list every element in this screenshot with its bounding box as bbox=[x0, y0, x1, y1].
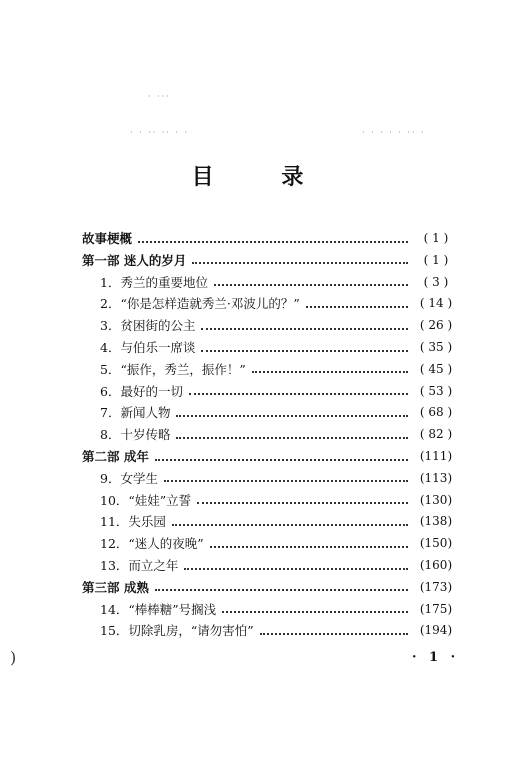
toc-entry-title: 9．女学生 bbox=[100, 470, 158, 486]
toc-dot-leader bbox=[155, 458, 408, 461]
toc-chapter-entry bbox=[100, 533, 462, 553]
toc-entry-page: (173) bbox=[419, 579, 453, 594]
toc-entry-page: ( 53 ) bbox=[419, 383, 453, 398]
toc-entry-title: 6．最好的一切 bbox=[100, 383, 183, 399]
toc-part-entry bbox=[82, 250, 462, 270]
toc-entry-title: 2．“你是怎样造就秀兰·邓波儿的？” bbox=[100, 296, 300, 312]
toc-entry-title: 第三部 成熟 bbox=[82, 579, 149, 595]
toc-dot-leader bbox=[222, 610, 408, 613]
toc-entry-page: ( 1 ) bbox=[423, 231, 449, 245]
toc-entry-title: 15．切除乳房，“请勿害怕” bbox=[100, 623, 254, 639]
toc-chapter-entry bbox=[100, 315, 462, 335]
scan-speck: · ··· bbox=[148, 92, 171, 101]
toc-dot-leader bbox=[210, 545, 408, 548]
toc-dot-leader bbox=[252, 370, 408, 373]
toc-dot-leader bbox=[164, 479, 408, 482]
toc-part-entry bbox=[82, 446, 462, 466]
toc-part-entry bbox=[82, 577, 462, 597]
toc-entry-title: 14．“棒棒糖”号搁浅 bbox=[100, 601, 217, 617]
toc-chapter-entry bbox=[100, 511, 462, 531]
toc-entry-page: ( 68 ) bbox=[419, 405, 453, 420]
toc-dot-leader bbox=[197, 501, 408, 504]
toc-entry-title: 故事梗概 bbox=[82, 231, 133, 246]
toc-entry-title: 10．“娃娃”立誓 bbox=[100, 492, 192, 508]
toc-dot-leader bbox=[172, 523, 408, 526]
toc-entry-page: (150) bbox=[419, 536, 453, 551]
scan-speck: · · · · · ·· · bbox=[362, 128, 426, 137]
toc-dot-leader bbox=[184, 567, 408, 570]
scan-speck: · · ·· ·· · · bbox=[130, 128, 190, 137]
toc-entry-page: (194) bbox=[419, 623, 453, 638]
toc-chapter-entry bbox=[100, 490, 462, 510]
toc-entry-title: 13．而立之年 bbox=[100, 558, 179, 573]
toc-entry-title: 5．“振作，秀兰，振作！” bbox=[100, 361, 246, 377]
toc-chapter-entry bbox=[100, 293, 462, 313]
page-title: 目 录 bbox=[191, 164, 334, 190]
toc-entry-title: 8．十岁传略 bbox=[100, 427, 171, 443]
toc-chapter-entry bbox=[100, 424, 462, 444]
toc-entry-title: 第二部 成年 bbox=[82, 449, 149, 464]
toc-entry-title: 4．与伯乐一席谈 bbox=[100, 340, 196, 355]
toc-entry-title: 3．贫困街的公主 bbox=[100, 318, 196, 334]
toc-entry-title: 1．秀兰的重要地位 bbox=[100, 274, 208, 290]
toc-dot-leader bbox=[176, 414, 408, 417]
toc-entry-page: (111) bbox=[419, 449, 453, 463]
page-number: · 1 · bbox=[412, 650, 460, 665]
toc-entry-page: ( 82 ) bbox=[419, 427, 453, 442]
toc-entry-page: (160) bbox=[419, 558, 453, 572]
toc-entry-title: 12．“迷人的夜晚” bbox=[100, 536, 204, 552]
margin-mark: ) bbox=[10, 648, 17, 667]
toc-dot-leader bbox=[306, 305, 408, 308]
toc-entry-page: ( 26 ) bbox=[419, 318, 453, 333]
toc-dot-leader bbox=[155, 588, 408, 591]
toc-entry-page: (130) bbox=[419, 492, 453, 507]
toc-chapter-entry bbox=[100, 468, 462, 488]
toc-dot-leader bbox=[214, 283, 408, 286]
toc-part-entry bbox=[82, 228, 462, 248]
toc-dot-leader bbox=[176, 436, 408, 439]
toc-entry-page: (113) bbox=[419, 470, 453, 485]
toc-chapter-entry bbox=[100, 359, 462, 379]
toc-dot-leader bbox=[260, 632, 408, 635]
toc-dot-leader bbox=[138, 240, 408, 243]
toc-chapter-entry bbox=[100, 620, 462, 640]
toc-chapter-entry bbox=[100, 272, 462, 292]
toc-chapter-entry bbox=[100, 381, 462, 401]
toc-dot-leader bbox=[189, 392, 408, 395]
toc-dot-leader bbox=[201, 327, 408, 330]
toc-entry-page: (175) bbox=[419, 601, 453, 616]
toc-chapter-entry bbox=[100, 599, 462, 619]
toc-entry-page: ( 35 ) bbox=[419, 340, 453, 354]
toc-entry-page: ( 3 ) bbox=[423, 274, 449, 289]
toc-entry-page: ( 45 ) bbox=[419, 361, 453, 376]
toc-dot-leader bbox=[201, 349, 408, 352]
toc-entry-page: ( 14 ) bbox=[419, 296, 453, 311]
toc-entry-title: 7．新闻人物 bbox=[100, 405, 171, 421]
toc-entry-title: 第一部 迷人的岁月 bbox=[82, 252, 187, 268]
toc-entry-title: 11．失乐园 bbox=[100, 514, 166, 530]
toc-chapter-entry bbox=[100, 337, 462, 357]
toc-entry-page: (138) bbox=[419, 514, 453, 529]
toc-chapter-entry bbox=[100, 402, 462, 422]
toc-entry-page: ( 1 ) bbox=[423, 252, 449, 267]
toc-chapter-entry bbox=[100, 555, 462, 575]
toc-dot-leader bbox=[192, 261, 408, 264]
